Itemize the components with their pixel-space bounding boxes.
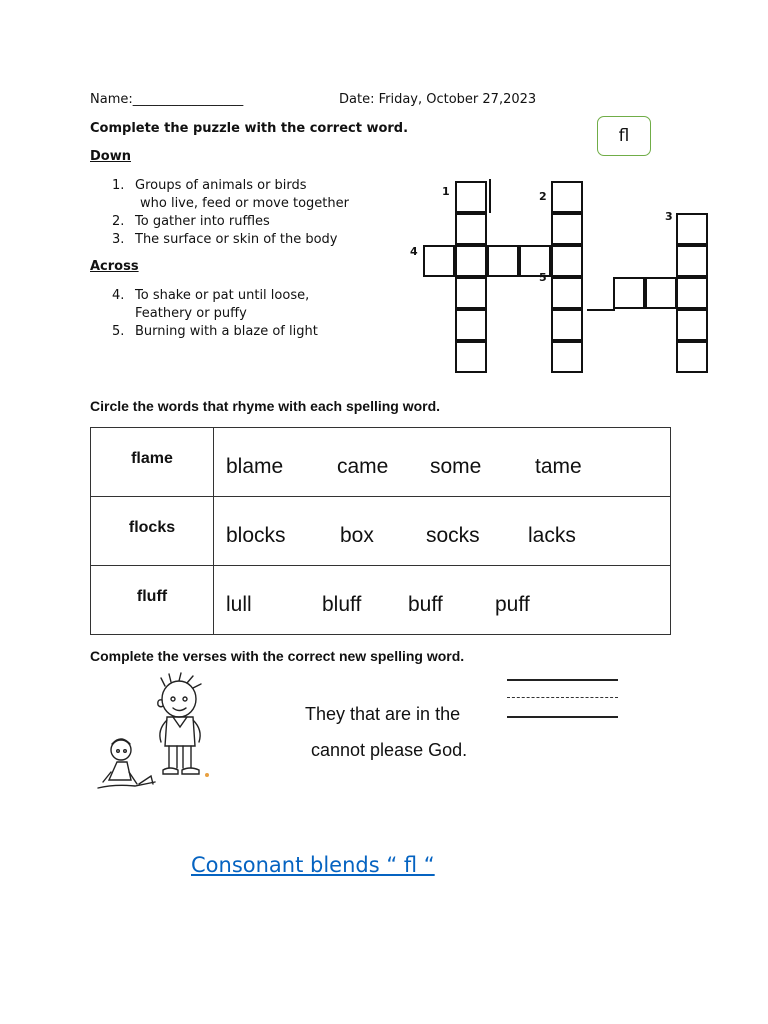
spelling-word: flame <box>91 428 214 497</box>
rhyme-option[interactable]: lull <box>226 593 252 616</box>
grid-number-2: 2 <box>539 190 547 203</box>
verse-line-2: cannot please God. <box>311 740 468 760</box>
rhyme-option[interactable]: bluff <box>322 593 362 616</box>
rhyme-options <box>214 428 671 497</box>
clue-number: 2. <box>112 214 125 229</box>
across-heading: Across <box>90 259 139 274</box>
clue-text: The surface or skin of the body <box>135 232 338 247</box>
crossword-cell[interactable] <box>455 181 487 213</box>
crossword-cell[interactable] <box>551 341 583 373</box>
down-heading: Down <box>90 149 131 164</box>
crossword-cell[interactable] <box>676 341 708 373</box>
crossword-cell[interactable] <box>551 277 583 309</box>
clue-number: 5. <box>112 324 125 339</box>
clue-text: Groups of animals or birds <box>135 178 307 193</box>
writing-line-top <box>507 679 618 681</box>
spelling-word: flocks <box>91 497 214 566</box>
puzzle-instruction: Complete the puzzle with the correct word. <box>90 121 409 136</box>
crossword-cell[interactable] <box>487 245 519 277</box>
verses-instruction: Complete the verses with the correct new spelling word. <box>90 648 465 664</box>
clue-number: 4. <box>112 288 125 303</box>
crossword-cell[interactable] <box>645 277 677 309</box>
table-row <box>91 428 671 497</box>
clue-number: 3. <box>112 232 125 247</box>
crossword-cell[interactable] <box>551 181 583 213</box>
rhyme-option[interactable]: blame <box>226 455 284 478</box>
clue-text-continued: Feathery or puffy <box>135 306 247 321</box>
crossword-cell[interactable] <box>455 277 487 309</box>
crossword-cell[interactable] <box>551 245 583 277</box>
crossword-cell[interactable] <box>676 277 708 309</box>
grid-number-5: 5 <box>539 271 547 284</box>
crossword-cell[interactable] <box>676 245 708 277</box>
writing-line-bottom <box>507 716 618 718</box>
table-row <box>91 566 671 635</box>
name-field-label: Name:_________________ <box>90 92 244 107</box>
grid-number-4: 4 <box>410 245 418 258</box>
rhyme-option[interactable]: came <box>337 455 389 478</box>
rhyme-option[interactable]: some <box>430 455 482 478</box>
rhyme-options <box>214 497 671 566</box>
crossword-grid <box>0 0 768 400</box>
crossword-cell[interactable] <box>455 245 487 277</box>
rhyme-option[interactable]: box <box>340 524 374 547</box>
clue-text: To gather into ruffles <box>135 214 270 229</box>
answer-writing-lines[interactable] <box>507 678 618 722</box>
grid-connector-line <box>587 309 615 311</box>
rhyme-option[interactable]: buff <box>408 593 443 616</box>
worksheet-title-link[interactable]: Consonant blends “ fl “ <box>191 853 435 877</box>
children-illustration <box>95 672 220 794</box>
crossword-cell[interactable] <box>676 309 708 341</box>
rhyme-instruction: Circle the words that rhyme with each spelling word. <box>90 398 441 414</box>
crossword-cell[interactable] <box>676 213 708 245</box>
rhyme-option[interactable]: lacks <box>528 524 576 547</box>
crossword-cell[interactable] <box>551 309 583 341</box>
spelling-word: fluff <box>91 566 214 635</box>
clue-text: Burning with a blaze of light <box>135 324 318 339</box>
clue-text: To shake or pat until loose, <box>135 288 310 303</box>
rhyme-option[interactable]: socks <box>426 524 480 547</box>
rhyme-options <box>214 566 671 635</box>
grid-connector-line <box>489 179 491 213</box>
clue-text-continued: who live, feed or move together <box>140 196 349 211</box>
clue-number: 1. <box>112 178 125 193</box>
grid-number-3: 3 <box>665 210 673 223</box>
crossword-cell[interactable] <box>455 309 487 341</box>
rhyme-option[interactable]: puff <box>495 593 530 616</box>
crossword-cell[interactable] <box>455 213 487 245</box>
crossword-cell[interactable] <box>551 213 583 245</box>
crossword-cell[interactable] <box>423 245 455 277</box>
blend-badge-text: fl <box>618 126 630 146</box>
rhyme-table <box>90 427 671 635</box>
rhyme-option[interactable]: blocks <box>226 524 286 547</box>
crossword-cell[interactable] <box>455 341 487 373</box>
grid-number-1: 1 <box>442 185 450 198</box>
verse-line-1: They that are in the <box>305 704 461 724</box>
table-row <box>91 497 671 566</box>
writing-line-dashed <box>507 697 618 698</box>
rhyme-option[interactable]: tame <box>535 455 582 478</box>
crossword-cell[interactable] <box>613 277 645 309</box>
date-label: Date: Friday, October 27,2023 <box>339 92 537 107</box>
